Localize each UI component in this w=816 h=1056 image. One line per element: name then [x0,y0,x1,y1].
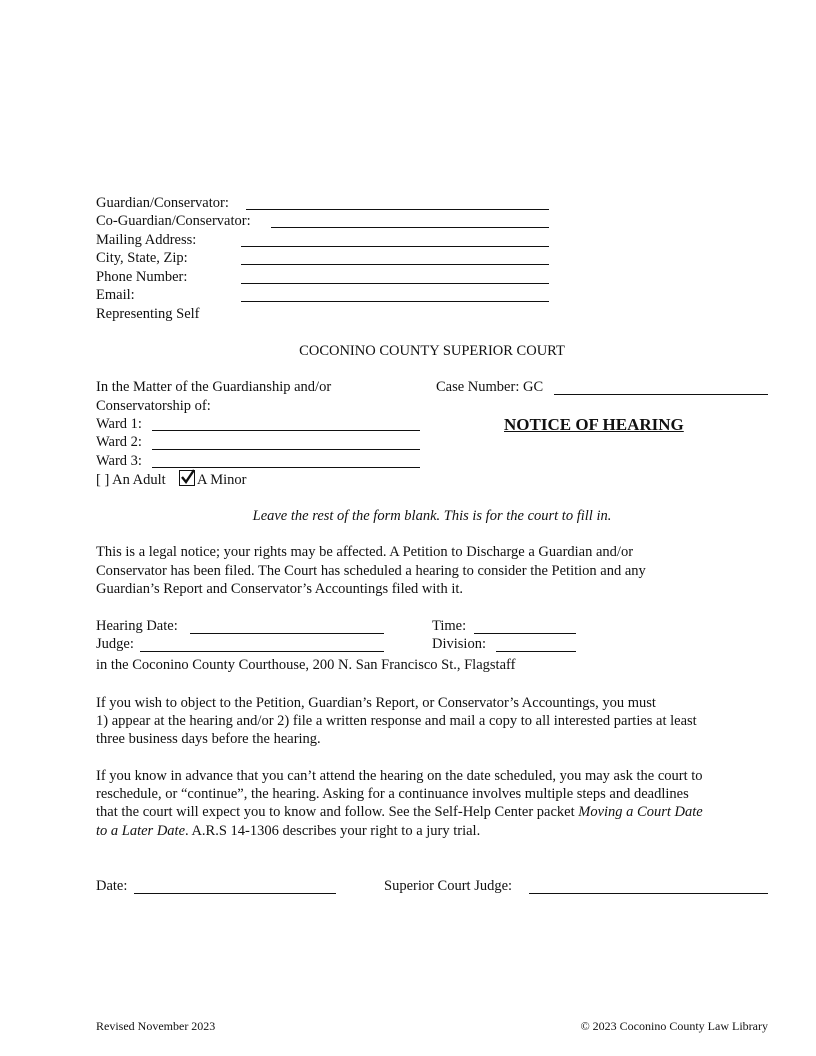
co-guardian-label: Co-Guardian/Conservator: [96,213,251,229]
continuance-line-4 [96,822,776,841]
mailing-address-label: Mailing Address: [96,232,197,248]
continuance-line-3 [96,803,776,822]
matter-line-1: In the Matter of the Guardianship and/or [96,379,332,395]
ward-2-field[interactable] [152,449,420,450]
email-label: Email: [96,287,135,303]
notice-line-1: This is a legal notice; your rights may be affected. A Petition to Discharge a Guardian and/or [96,544,634,560]
notice-line-2: Conservator has been filed. The Court has scheduled a hearing to consider the Petition and any [96,563,646,579]
ward-2-label: Ward 2: [96,434,142,450]
email-field[interactable] [241,301,549,302]
continuance-line-4-text: . A.R.S 14-1306 describes your right to a jury trial. [185,823,481,839]
case-number-field[interactable] [554,394,768,395]
checkmark-icon [180,469,196,485]
ward-3-label: Ward 3: [96,453,142,469]
superior-court-judge-field[interactable] [529,893,768,894]
form-title: NOTICE OF HEARING [504,415,684,434]
case-number-label: Case Number: GC [436,379,544,395]
minor-checkbox[interactable] [179,470,195,486]
signature-date-field[interactable] [134,893,336,894]
age-options [96,470,246,490]
city-state-zip-label: City, State, Zip: [96,250,188,266]
continuance-line-2: reschedule, or “continue”, the hearing. Asking for a continuance involves multiple steps and deadlines [96,786,689,802]
city-state-zip-field[interactable] [241,264,549,265]
court-name: COCONINO COUNTY SUPERIOR COURT [299,343,565,359]
objection-line-3: three business days before the hearing. [96,731,321,747]
guardian-label: Guardian/Conservator: [96,195,229,211]
judge-field[interactable] [140,651,384,652]
representing-self: Representing Self [96,306,200,322]
court-instruction: Leave the rest of the form blank. This is for the court to fill in. [252,508,612,524]
continuance-line-1: If you know in advance that you can’t attend the hearing on the date scheduled, you may ask the court to [96,768,703,784]
packet-title-part-1: Moving a Court Date [578,804,703,820]
time-label: Time: [432,618,467,634]
division-label: Division: [432,636,486,652]
judge-label: Judge: [96,636,134,652]
time-field[interactable] [474,633,576,634]
minor-option[interactable]: A Minor [196,472,247,488]
mailing-address-field[interactable] [241,246,549,247]
objection-line-1: If you wish to object to the Petition, Guardian’s Report, or Conservator’s Accountings, you must [96,695,656,711]
phone-field[interactable] [241,283,549,284]
co-guardian-field[interactable] [271,227,549,228]
packet-title-part-2: to a Later Date [96,823,186,839]
matter-line-2: Conservatorship of: [96,398,211,414]
ward-1-field[interactable] [152,430,420,431]
guardian-field[interactable] [246,209,549,210]
courthouse-location: in the Coconino County Courthouse, 200 N. San Francisco St., Flagstaff [96,657,516,673]
continuance-line-3-text: that the court will expect you to know and follow. See the Self-Help Center packet [96,804,579,820]
phone-label: Phone Number: [96,269,188,285]
objection-line-2: 1) appear at the hearing and/or 2) file a written response and mail a copy to all interested parties at least [96,713,697,729]
revised-date: Revised November 2023 [96,1019,216,1033]
notice-line-3: Guardian’s Report and Conservator’s Accountings filed with it. [96,581,464,597]
adult-option[interactable]: [ ] An Adult [96,472,166,488]
copyright: © 2023 Coconino County Law Library [580,1019,768,1033]
ward-1-label: Ward 1: [96,416,142,432]
superior-court-judge-label: Superior Court Judge: [384,878,513,894]
ward-3-field[interactable] [152,467,420,468]
hearing-date-label: Hearing Date: [96,618,178,634]
division-field[interactable] [496,651,576,652]
signature-date-label: Date: [96,878,128,894]
hearing-date-field[interactable] [190,633,384,634]
